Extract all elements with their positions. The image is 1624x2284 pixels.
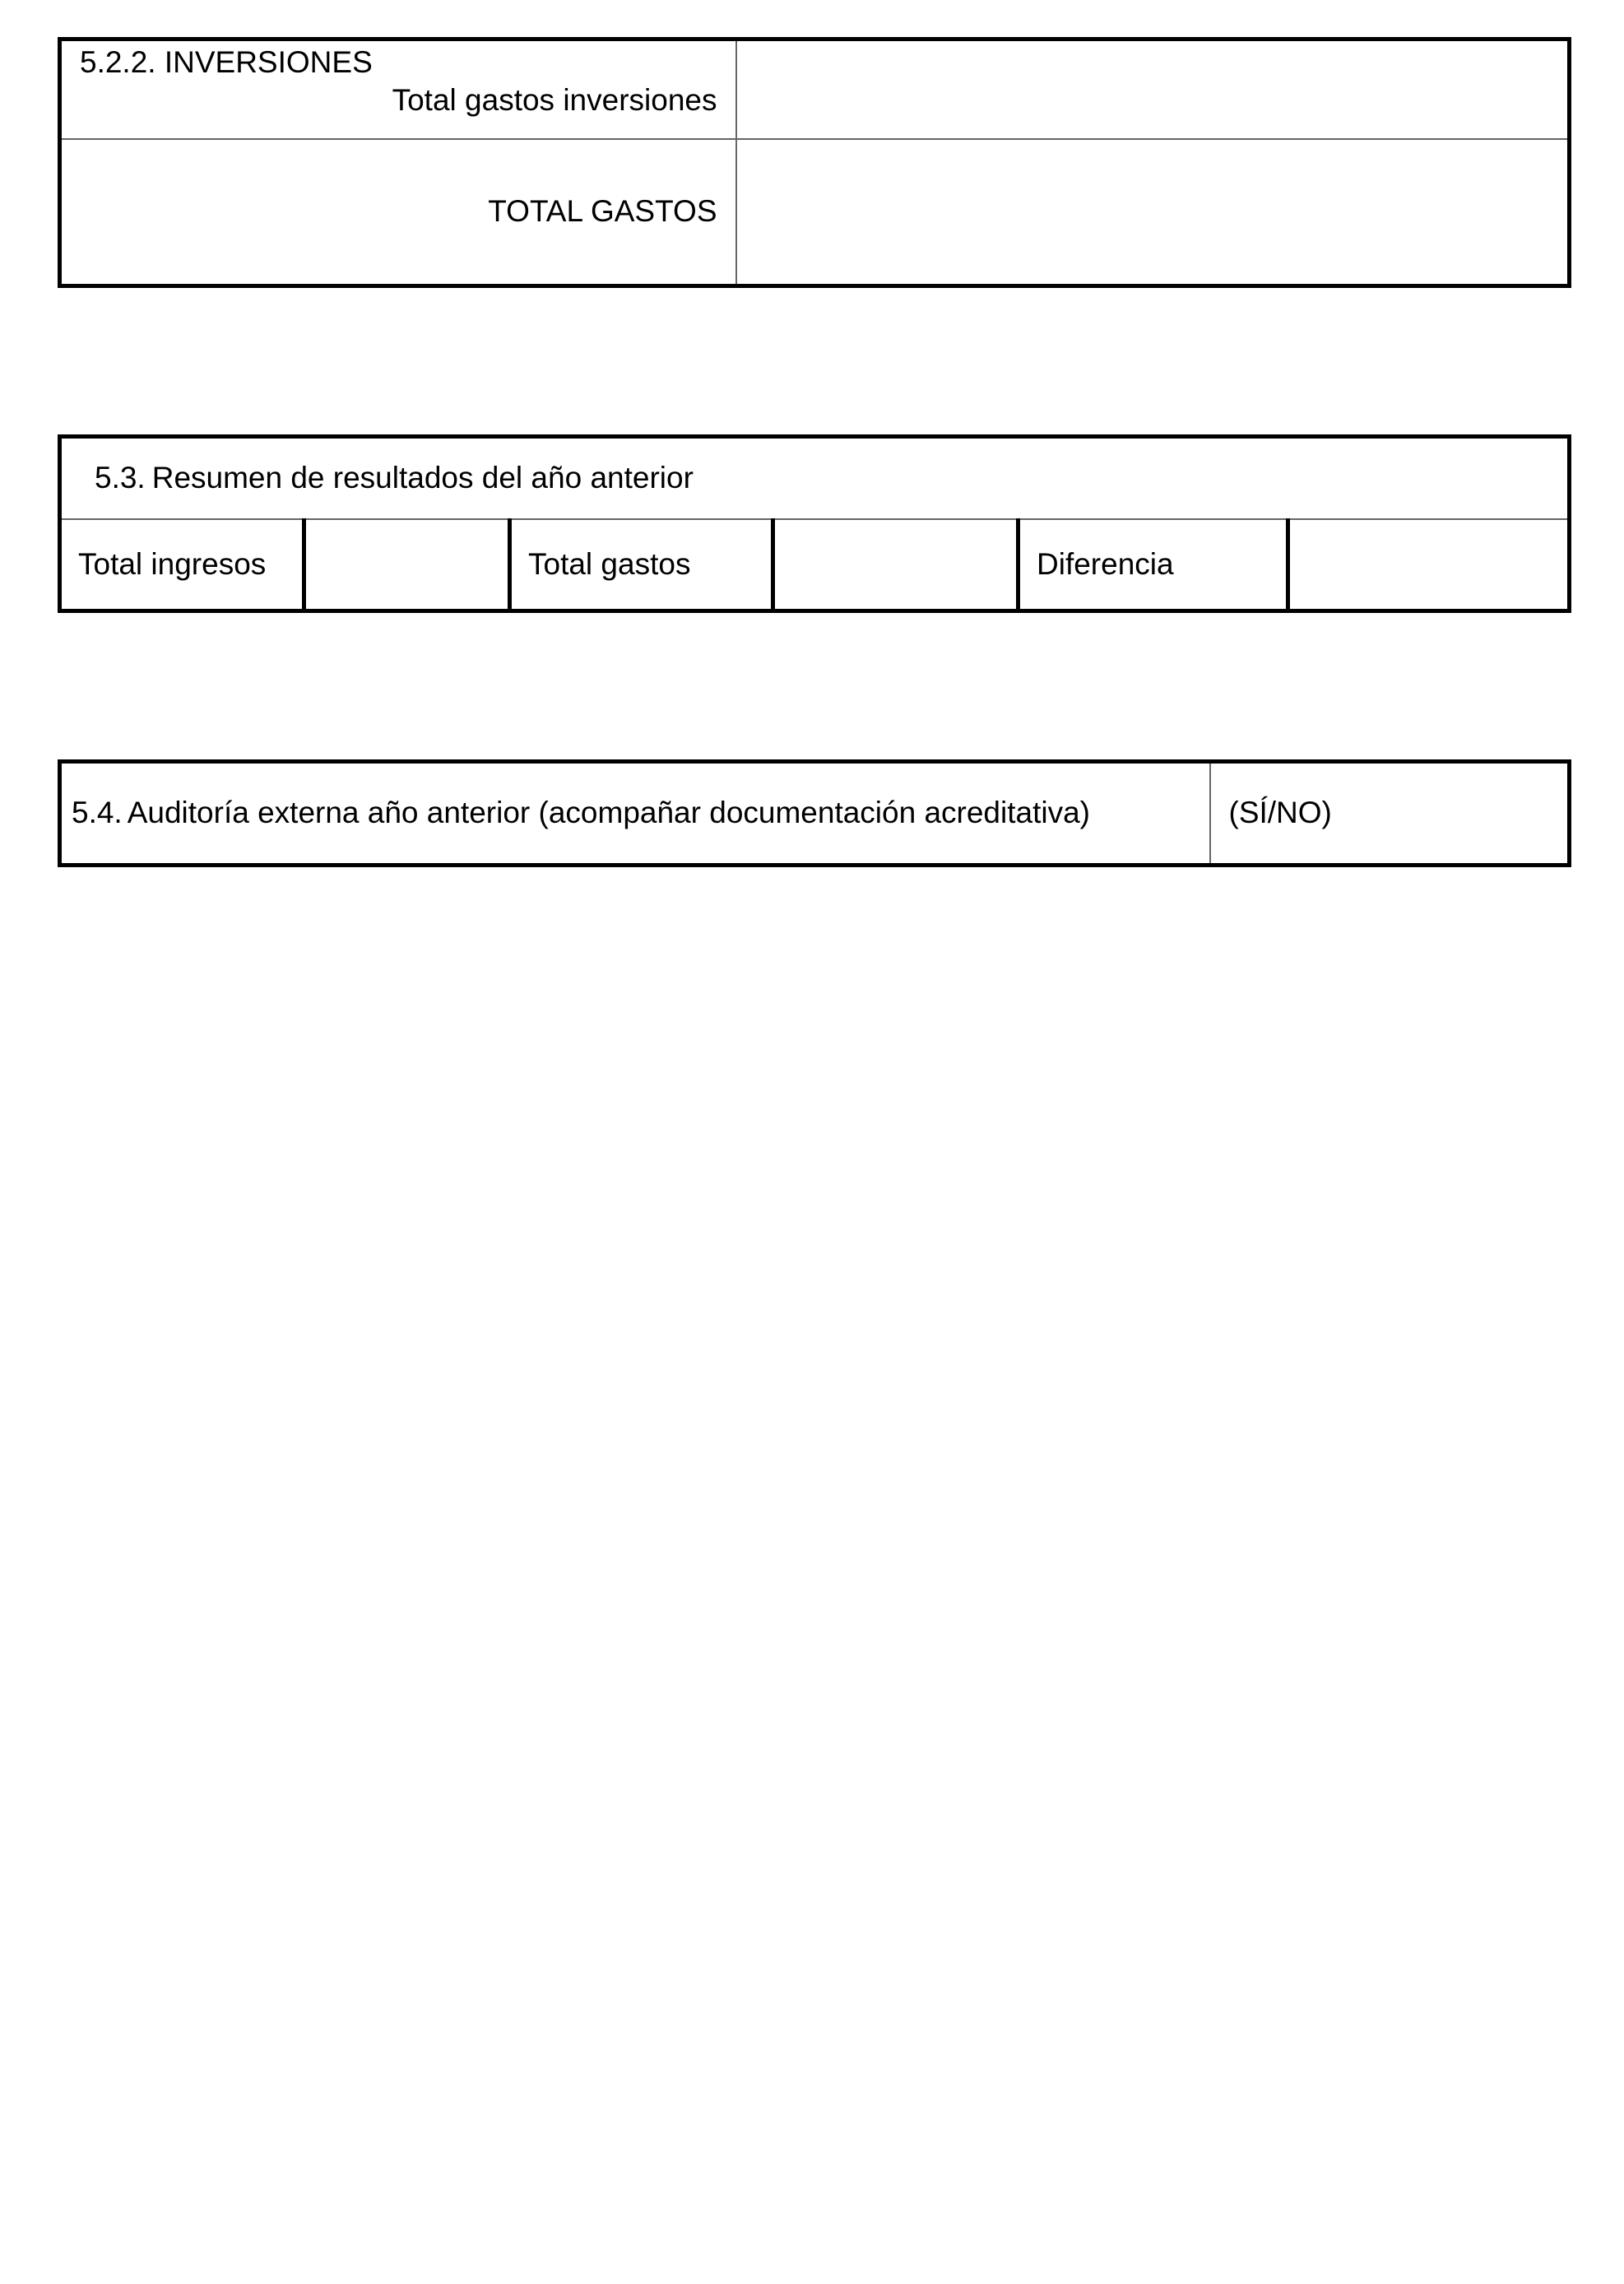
total-gastos-label: TOTAL GASTOS bbox=[60, 139, 736, 286]
auditoria-answer-field[interactable]: (SÍ/NO) bbox=[1228, 796, 1332, 830]
total-ingresos-label: Total ingresos bbox=[60, 519, 304, 611]
auditoria-label: Auditoría externa año anterior (acompañar documentación acreditativa) bbox=[127, 796, 1090, 830]
inversiones-subtotal-row bbox=[60, 39, 1570, 140]
resumen-title-text: Resumen de resultados del año anterior bbox=[151, 461, 694, 495]
inversiones-label-cell bbox=[60, 39, 736, 140]
inversiones-heading: 5.2.2. INVERSIONES bbox=[80, 45, 373, 79]
auditoria-label-cell bbox=[60, 762, 1210, 866]
total-gastos-inversiones-field[interactable] bbox=[736, 39, 1570, 140]
total-gastos-row bbox=[60, 139, 1570, 286]
total-ingresos-field[interactable] bbox=[304, 519, 510, 611]
total-gastos-field[interactable] bbox=[736, 139, 1570, 286]
auditoria-table bbox=[58, 759, 1571, 867]
inversiones-table bbox=[58, 37, 1571, 288]
diferencia-label: Diferencia bbox=[1018, 519, 1288, 611]
auditoria-section-number: 5.4. bbox=[72, 796, 123, 830]
resumen-values-row bbox=[60, 519, 1570, 611]
resumen-title bbox=[60, 437, 1570, 520]
resumen-table bbox=[58, 434, 1571, 613]
diferencia-field[interactable] bbox=[1288, 519, 1570, 611]
total-gastos-summary-field[interactable] bbox=[773, 519, 1018, 611]
total-gastos-summary-label: Total gastos bbox=[510, 519, 773, 611]
resumen-section-number: 5.3. bbox=[95, 461, 146, 495]
total-gastos-inversiones-label: Total gastos inversiones bbox=[392, 83, 717, 118]
resumen-header-row bbox=[60, 437, 1570, 520]
auditoria-row bbox=[60, 762, 1570, 866]
